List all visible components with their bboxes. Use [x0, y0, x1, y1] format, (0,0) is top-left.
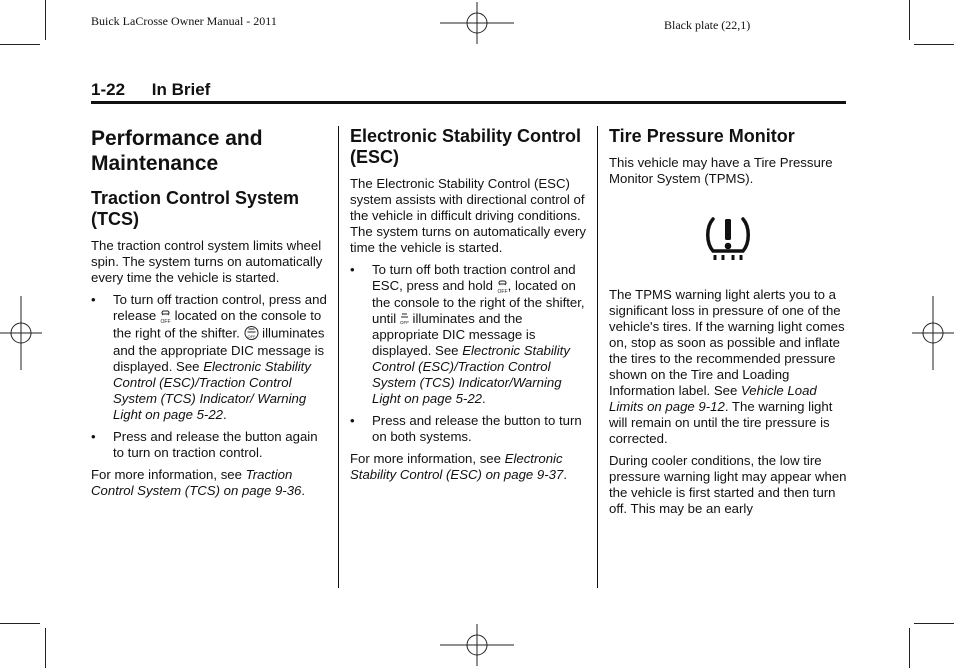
step-text: To turn off traction control, press and release [113, 292, 327, 323]
column-middle [350, 126, 588, 489]
cross-reference-link[interactable]: Electronic Stability Control (ESC)/Traction Control System (TCS) Indicator/Warning Light on page 5-22 [372, 342, 570, 406]
column-divider [597, 126, 598, 588]
cross-reference-link[interactable]: Electronic Stability Control (ESC) on page 9-37 [350, 450, 564, 482]
tpms-warning-icon [705, 213, 751, 263]
esc-off-icon [160, 309, 171, 325]
list-item [350, 413, 588, 445]
chapter-title: In Brief [151, 80, 211, 99]
crop-mark [0, 623, 40, 624]
column-divider [338, 126, 339, 588]
column-right [609, 126, 847, 523]
tpms-intro: This vehicle may have a Tire Pressure Monitor System (TPMS). [609, 155, 833, 186]
tpms-heading: Tire Pressure Monitor [609, 126, 795, 146]
header-rule [91, 101, 846, 104]
svg-text:OFF: OFF [247, 333, 255, 339]
manual-title: Buick LaCrosse Owner Manual - 2011 [91, 14, 277, 28]
list-item [91, 429, 329, 461]
crop-mark [909, 0, 910, 40]
bullet: • [350, 262, 355, 277]
step-text: illuminates and the appropriate DIC message is displayed. See [113, 325, 325, 374]
registration-mark-bottom [440, 624, 514, 666]
step-text: . [223, 406, 227, 422]
list-item [350, 262, 588, 407]
crop-mark [45, 628, 46, 668]
crop-mark [914, 623, 954, 624]
bullet: • [91, 428, 96, 444]
registration-mark-right [912, 296, 954, 370]
chapter-header [91, 80, 210, 100]
tcs-off-light-icon [244, 325, 259, 343]
plate-label: Black plate (22,1) [664, 18, 751, 32]
tcs-intro: The traction control system limits wheel spin. The system turns on automatically every time the vehicle is started. [91, 238, 323, 285]
more-info-text: . [301, 482, 306, 498]
paragraph-text: . The warning light will remain on until the tire pressure is corrected. [609, 399, 833, 446]
paragraph-text: The TPMS warning light alerts you to a significant loss in pressure of one of the vehicle's tires. If the warning light comes on, stop as soon as possible and inflate the tires to the recommended pressure shown on the Tire and Loading Information label. See [609, 287, 845, 398]
esc-heading: Electronic Stability Control (ESC) [350, 126, 582, 167]
crop-mark [45, 0, 46, 40]
more-info-text: For more information, see [350, 450, 501, 466]
registration-mark-left [0, 296, 42, 370]
tcs-heading: Traction Control System (TCS) [91, 188, 300, 229]
cross-reference-link[interactable]: Vehicle Load Limits on page 9-12 [609, 383, 817, 414]
page-number: 1-22 [91, 80, 126, 99]
step-text: To turn off both traction control and ESC, press and hold [372, 262, 576, 293]
cross-reference-link[interactable]: Electronic Stability Control (ESC)/Traction Control System (TCS) Indicator/ Warning Light on page 5-22 [113, 358, 311, 422]
crop-mark [0, 44, 40, 45]
svg-text:OFF: OFF [160, 318, 171, 325]
bullet: • [91, 292, 96, 307]
tcs-steps [91, 292, 329, 461]
esc-off-icon [497, 279, 508, 295]
svg-text:OFF: OFF [497, 288, 508, 295]
svg-text:OFF: OFF [399, 320, 409, 326]
step-text: located on the console to the right of the shifter. [113, 308, 322, 340]
esc-steps [350, 262, 588, 445]
list-item [91, 292, 329, 423]
crop-mark [909, 628, 910, 668]
step-text: Press and release the button to turn on both systems. [372, 412, 582, 444]
step-text: . [482, 390, 486, 406]
bullet: • [350, 412, 355, 428]
step-text: Press and release the button again to turn on traction control. [113, 428, 318, 460]
tpms-cold-paragraph: During cooler conditions, the low tire pressure warning light may appear when the vehicle is first started and then turn off. This may be an early [609, 453, 847, 516]
more-info [91, 467, 329, 499]
crop-mark [914, 44, 954, 45]
section-title: Performance and Maintenance [91, 127, 263, 175]
more-info-text: . [563, 466, 567, 482]
column-left [91, 126, 329, 505]
more-info-text: For more information, see [91, 466, 242, 482]
registration-mark-top [440, 2, 514, 44]
tpms-paragraph [609, 287, 847, 447]
esc-intro: The Electronic Stability Control (ESC) system assists with directional control of the vehicle in difficult driving conditions. The system turns on automatically every time the vehicle is started. [350, 176, 587, 255]
step-text: illuminates and the appropriate DIC message is displayed. See [372, 310, 536, 358]
esc-off-light-icon [400, 312, 409, 326]
cross-reference-link[interactable]: Traction Control System (TCS) on page 9-36 [91, 466, 302, 498]
more-info [350, 451, 588, 483]
step-text: , located on the console to the right of the shifter, until [372, 278, 585, 326]
